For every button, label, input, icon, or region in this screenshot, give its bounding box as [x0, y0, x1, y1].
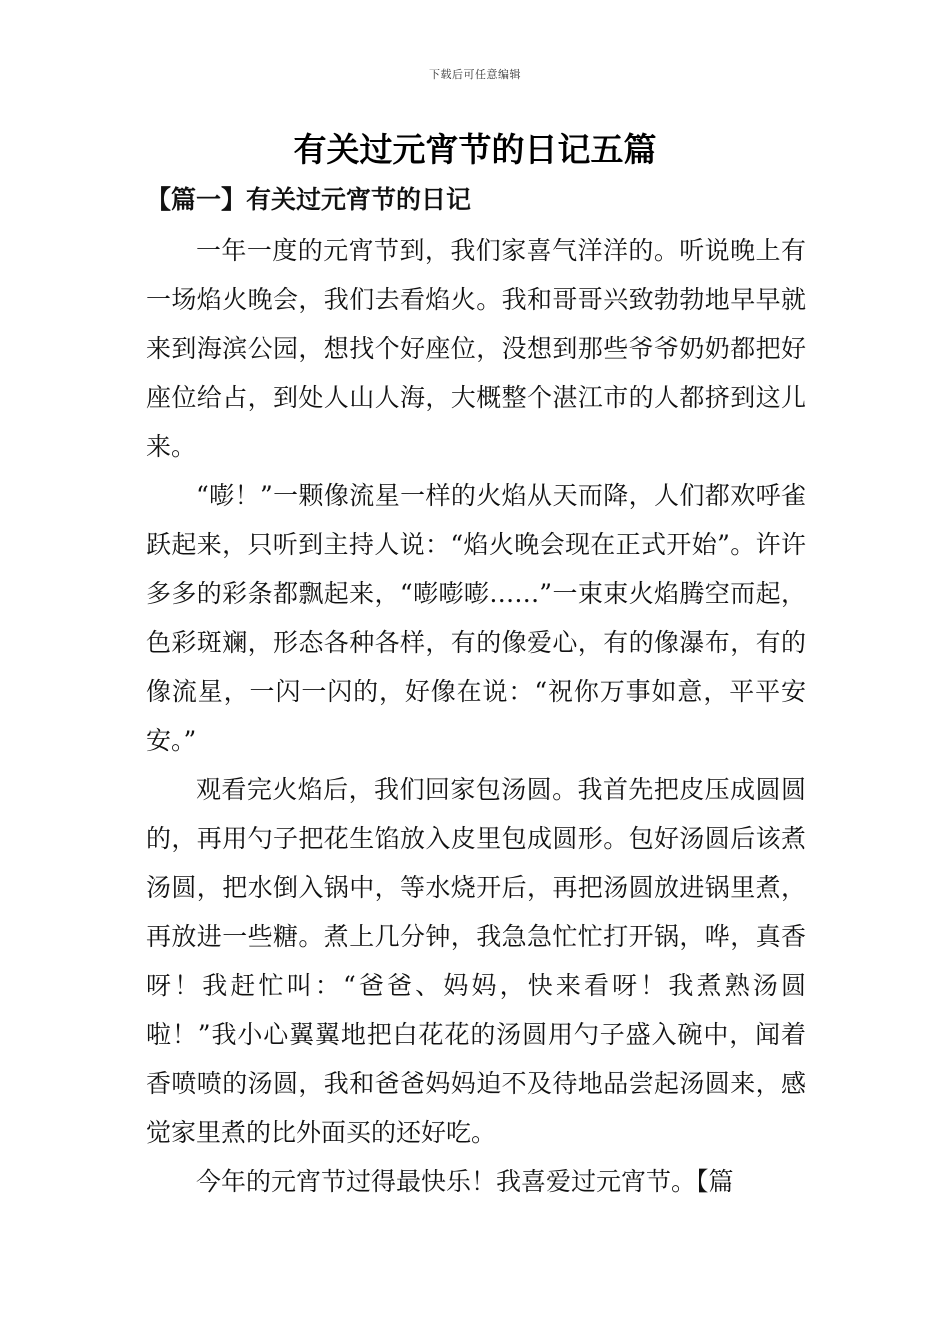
page-title: 有关过元宵节的日记五篇	[293, 130, 657, 169]
header-note: 下载后可任意编辑	[429, 68, 521, 81]
paragraph-3: 观看完火焰后，我们回家包汤圆。我首先把皮压成圆圆的，再用勺子把花生馅放入皮里包成圆形。包好汤圆后该煮汤圆，把水倒入锅中，等水烧开后，再把汤圆放进锅里煮，再放进一些糖。煮上几分钟，我急急忙忙打开锅，哗，真香呀！我赶忙叫：“爸爸、妈妈，快来看呀！我煮熟汤圆啦！”我小心翼翼地把白花花的汤圆用勺子盛入碗中，闻着香喷喷的汤圆，我和爸爸妈妈迫不及待地品尝起汤圆来，感觉家里煮的比外面买的还好吃。	[146, 775, 806, 1147]
section-heading: 【篇一】有关过元宵节的日记	[146, 185, 472, 214]
paragraph-2: “嘭！”一颗像流星一样的火焰从天而降，人们都欢呼雀跃起来，只听到主持人说：“焰火晚会现在正式开始”。许许多多的彩条都飘起来，“嘭嘭嘭……”一束束火焰腾空而起，色彩斑斓，形态各种各样，有的像爱心，有的像瀑布，有的像流星，一闪一闪的，好像在说：“祝你万事如意，平平安安。”	[146, 481, 806, 755]
paragraph-4: 今年的元宵节过得最快乐！我喜爱过元宵节。【篇	[196, 1167, 734, 1196]
document-body	[146, 226, 806, 1206]
paragraph-1: 一年一度的元宵节到，我们家喜气洋洋的。听说晚上有一场焰火晚会，我们去看焰火。我和哥哥兴致勃勃地早早就来到海滨公园，想找个好座位，没想到那些爷爷奶奶都把好座位给占，到处人山人海，大概整个湛江市的人都挤到这儿来。	[146, 236, 806, 461]
